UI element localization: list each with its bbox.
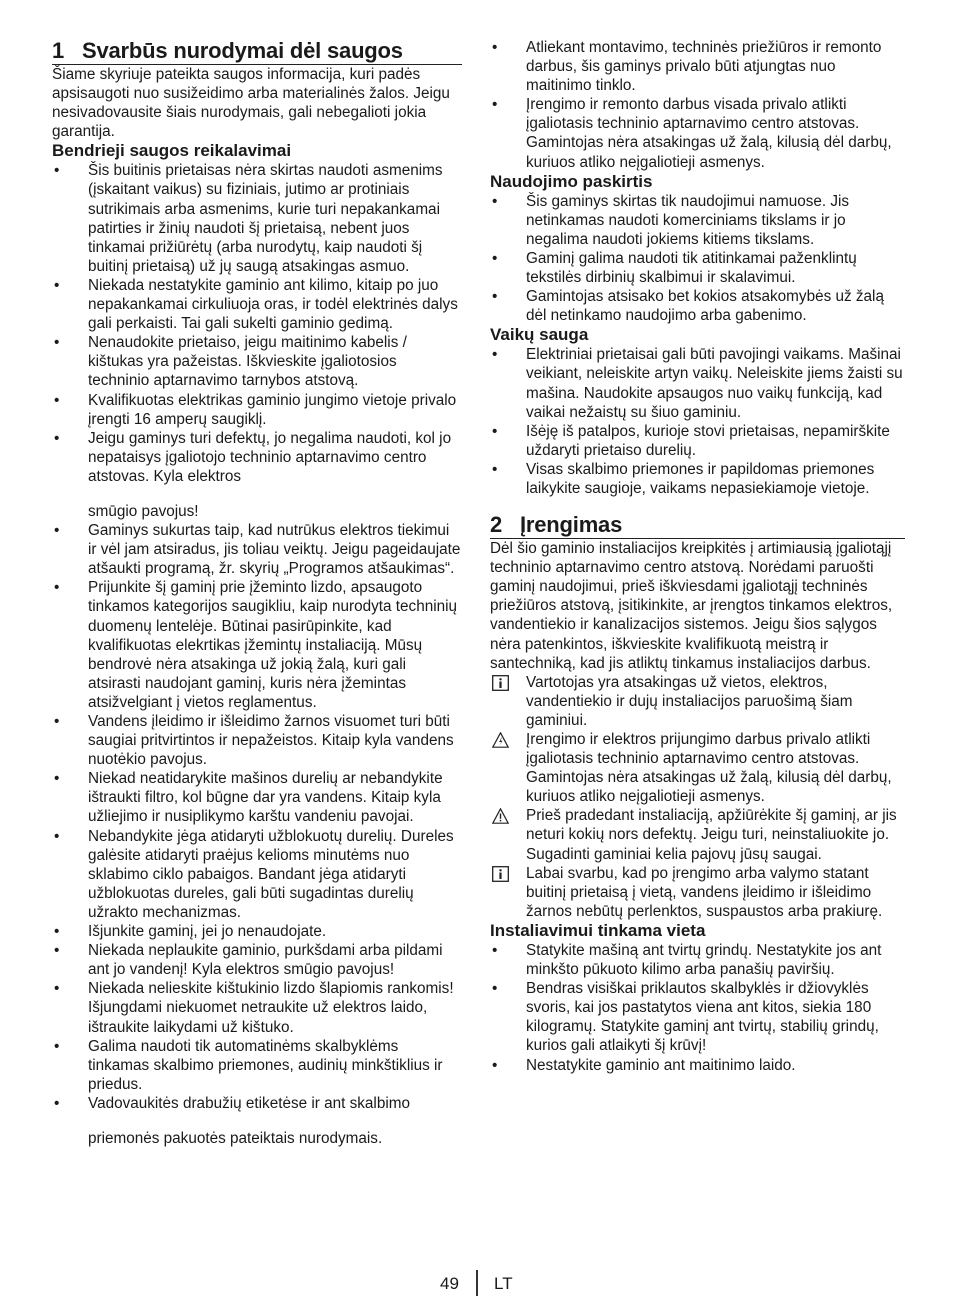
list-item: • Šis buitinis prietaisas nėra skirtas naudoti asmenims (įskaitant vaikus) su fiziniais, jutimo ar protiniais sutrikimais arba asmenims, kurie turi nepakankamai patirties ir žinių naudoti šį prietaisą, nebent juos tinkamai prižiūrėtų (arba nurodytų, kaip naudoti šį buitinį prietaisą) už jų saugą atsakingas asmuo. — [52, 161, 462, 276]
note-text: Įrengimo ir elektros prijungimo darbus privalo atlikti įgaliotasis techninio aptarnavimo centro atstovas. Gamintojas nėra atsakingas už žalą, kilusią dėl darbų, kuriuos atliko neįgaliotieji asmenys. — [526, 731, 892, 806]
subheading-child-safety: Vaikų sauga — [490, 325, 589, 345]
page-number: 49 — [440, 1274, 459, 1293]
list-item: • Niekada nestatykite gaminio ant kilimo, kitaip po juo nepakankamai cirkuliuoja oras, ir todėl elektrinės dalys gali perkaisti. Tai gali sukelti gaminio gedimą. — [52, 276, 462, 333]
general-safety-list-cont — [52, 521, 462, 1113]
list-item: • Galima naudoti tik automatinėms skalbyklėms tinkamas skalbimo priemones, audinių minkštiklius ir priedus. — [52, 1037, 462, 1094]
subheading-general: Bendrieji saugos reikalavimai — [52, 141, 292, 161]
note-text: Vartotojas yra atsakingas už vietos, elektros, vandentiekio ir dujų instaliacijos paruošimą šiam gaminiui. — [526, 673, 853, 729]
list-item-continuation: smūgio pavojus! — [88, 502, 199, 520]
footer-divider — [476, 1270, 478, 1296]
list-item: • Nebandykite jėga atidaryti užblokuotų durelių. Dureles galėsite atidaryti praėjus kelioms minutėms nuo sklabimo ciklo pabaigos. Bandant jėga atidaryti užblokuotas dureles, gali būti sugadintas durelių užrakto mechanizmas. — [52, 827, 462, 922]
list-item: • Niekada neplaukite gaminio, purkšdami arba pildami ant jo vandenį! Kyla elektros smūgio pavojus! — [52, 941, 462, 979]
language-code: LT — [494, 1274, 513, 1293]
electric-warning-icon — [492, 732, 509, 748]
list-item: • Nestatykite gaminio ant maitinimo laido. — [490, 1056, 905, 1075]
installation-intro: Dėl šio gaminio instaliacijos kreipkitės į artimiausią įgaliotąjį techninio aptarnavimo centro atstovą. Norėdami paruošti gaminį naudojimui, prieš iškviesdami įgaliotąjį techninės priežiūros atstovą, įsitikinkite, ar įrengtos tinkamos elektros, vandentiekio ir kanalizacijos sistemos. Jeigu šios sąlygos nėra patenkintos, iškvieskite kvalifikuotą meistrą ir santechniką, kad jis atliktų tinkamus instaliacijos darbus. — [490, 540, 893, 672]
list-item: • Gaminį galima naudoti tik atitinkamai paženklintų tekstilės dirbinių skalbimui ir skalavimui. — [490, 249, 905, 287]
warning-icon — [492, 808, 509, 824]
note-text: Labai svarbu, kad po įrengimo arba valymo statant buitinį prietaisą į vietą, vandens įleidimo ir išleidimo žarnos nebūtų perlenktos, suspaustos arba prakiurę. — [526, 864, 883, 920]
list-item: • Atliekant montavimo, techninės priežiūros ir remonto darbus, šis gaminys privalo būti atjungtas nuo maitinimo tinklo. — [490, 38, 905, 95]
right-column — [490, 38, 905, 1075]
list-item: • Bendras visiškai priklautos skalbyklės ir džiovyklės svoris, kai jos pastatytos viena ant kitos, siekia 180 kilogramų. Statykite gaminį ant tvirtų, stabilių grindų, kurios gali atlaikyti šį krūvį! — [490, 979, 905, 1055]
list-item: • Statykite mašiną ant tvirtų grindų. Nestatykite jos ant minkšto pūkuoto kilimo arba panašių paviršių. — [490, 941, 905, 979]
list-item: • Niekada nelieskite kištukinio lizdo šlapiomis rankomis! Išjungdami niekuomet netraukite už elektros laido, ištraukite laikydami už kištuko. — [52, 979, 462, 1036]
list-item: • Vandens įleidimo ir išleidimo žarnos visuomet turi būti saugiai pritvirtintos ir nepažeistos. Kitaip kyla vandens nuotėkio pavojus. — [52, 712, 462, 769]
list-item: • Prijunkite šį gaminį prie įžeminto lizdo, apsaugoto tinkamos kategorijos saugikliu, kaip nurodyta techninių duomenų lentelėje. Būtinai pasirūpinkite, kad kvalifikuotas elekrtikas įžemintų instaliaciją. Mūsų bendrovė nėra atsakinga už jokią žalą, kuri gali atsirasti naudojant gaminį, kuris nėra įžemintas atsižvelgiant į vietos reglamentus. — [52, 578, 462, 712]
list-item-continuation: priemonės pakuotės pateiktais nurodymais. — [88, 1129, 383, 1147]
list-item: • Visas skalbimo priemones ir papildomas priemones laikykite saugioje, vaikams nepasiekiamoje vietoje. — [490, 460, 905, 498]
section-heading-safety — [52, 38, 462, 65]
section-number: 2 — [490, 512, 503, 538]
note-electric-warning — [490, 730, 905, 806]
info-icon — [492, 675, 509, 691]
note-info — [490, 673, 905, 730]
child-safety-list — [490, 345, 905, 498]
list-item: • Gaminys sukurtas taip, kad nutrūkus elektros tiekimui ir vėl jam atsiradus, jis toliau veiktų. Jeigu pageidaujate atšaukti programą, žr. skyrių „Programos atšaukimas“. — [52, 521, 462, 578]
left-column — [52, 38, 462, 1148]
section-number: 1 — [52, 38, 65, 63]
section-title: Svarbūs nurodymai dėl saugos — [82, 38, 403, 63]
subheading-usage: Naudojimo paskirtis — [490, 171, 653, 191]
list-item: • Nenaudokite prietaiso, jeigu maitinimo kabelis / kištukas yra pažeistas. Iškvieskite įgaliotosios techninio aptarnavimo tarnybos atstovą. — [52, 333, 462, 390]
list-item: • Įrengimo ir remonto darbus visada privalo atlikti įgaliotasis techninio aptarnavimo centro atstovas. Gamintojas nėra atsakingas už žalą, kilusią dėl darbų, kuriuos atliko neįgaliotieji asmenys. — [490, 95, 905, 171]
list-item: • Kvalifikuotas elektrikas gaminio jungimo vietoje privalo įrengti 16 amperų saugiklį. — [52, 391, 462, 429]
list-item: • Jeigu gaminys turi defektų, jo negalima naudoti, kol jo nepataisys įgaliotojo techninio aptarnavimo centro atstovas. Kyla elektros — [52, 429, 462, 486]
note-info — [490, 864, 905, 921]
general-safety-list — [52, 161, 462, 486]
list-item: • Elektriniai prietaisai gali būti pavojingi vaikams. Mašinai veikiant, neleiskite artyn vaikų. Neleiskite jiems žaisti su mašina. Naudokite apsaugos nuo vaikų funkciją, kad vaikai nežaistų su šiuo gaminiu. — [490, 345, 905, 421]
location-list — [490, 941, 905, 1075]
list-item: • Niekad neatidarykite mašinos durelių ar nebandykite ištraukti filtro, kol būgne dar yra vandens. Kitaip kyla užliejimo ir nusiplikymo karštu vandeniu pavojai. — [52, 769, 462, 826]
list-item: • Išėję iš patalpos, kurioje stovi prietaisas, nepamirškite uždaryti prietaiso durelių. — [490, 422, 905, 460]
note-text: Prieš pradedant instaliaciją, apžiūrėkite šį gaminį, ar jis neturi kokių nors defektų. Jeigu turi, neinstaliuokite jo. Sugadinti gaminiai kelia pajovų jūsų saugai. — [526, 807, 897, 863]
section-heading-installation — [490, 512, 905, 539]
list-item: • Išjunkite gaminį, jei jo nenaudojate. — [52, 922, 462, 941]
info-icon — [492, 866, 509, 882]
section-title: Įrengimas — [520, 512, 623, 538]
intro-paragraph: Šiame skyriuje pateikta saugos informacija, kuri padės apsisaugoti nuo susižeidimo arba materialinės žalos. Jeigu nesivadovausite šiais nurodymais, gali nebegalioti jokia garantija. — [52, 66, 450, 141]
usage-list — [490, 192, 905, 326]
list-item: • Vadovaukitės drabužių etiketėse ir ant skalbimo — [52, 1094, 462, 1113]
list-item: • Gamintojas atsisako bet kokios atsakomybės už žalą dėl netinkamo naudojimo arba gabenimo. — [490, 287, 905, 325]
note-warning — [490, 806, 905, 863]
repair-list — [490, 38, 905, 172]
subheading-location: Instaliavimui tinkama vieta — [490, 920, 706, 940]
list-item: • Šis gaminys skirtas tik naudojimui namuose. Jis netinkamas naudoti komerciniams tikslams ir jo negalima naudoti jokiems kitiems tikslams. — [490, 192, 905, 249]
